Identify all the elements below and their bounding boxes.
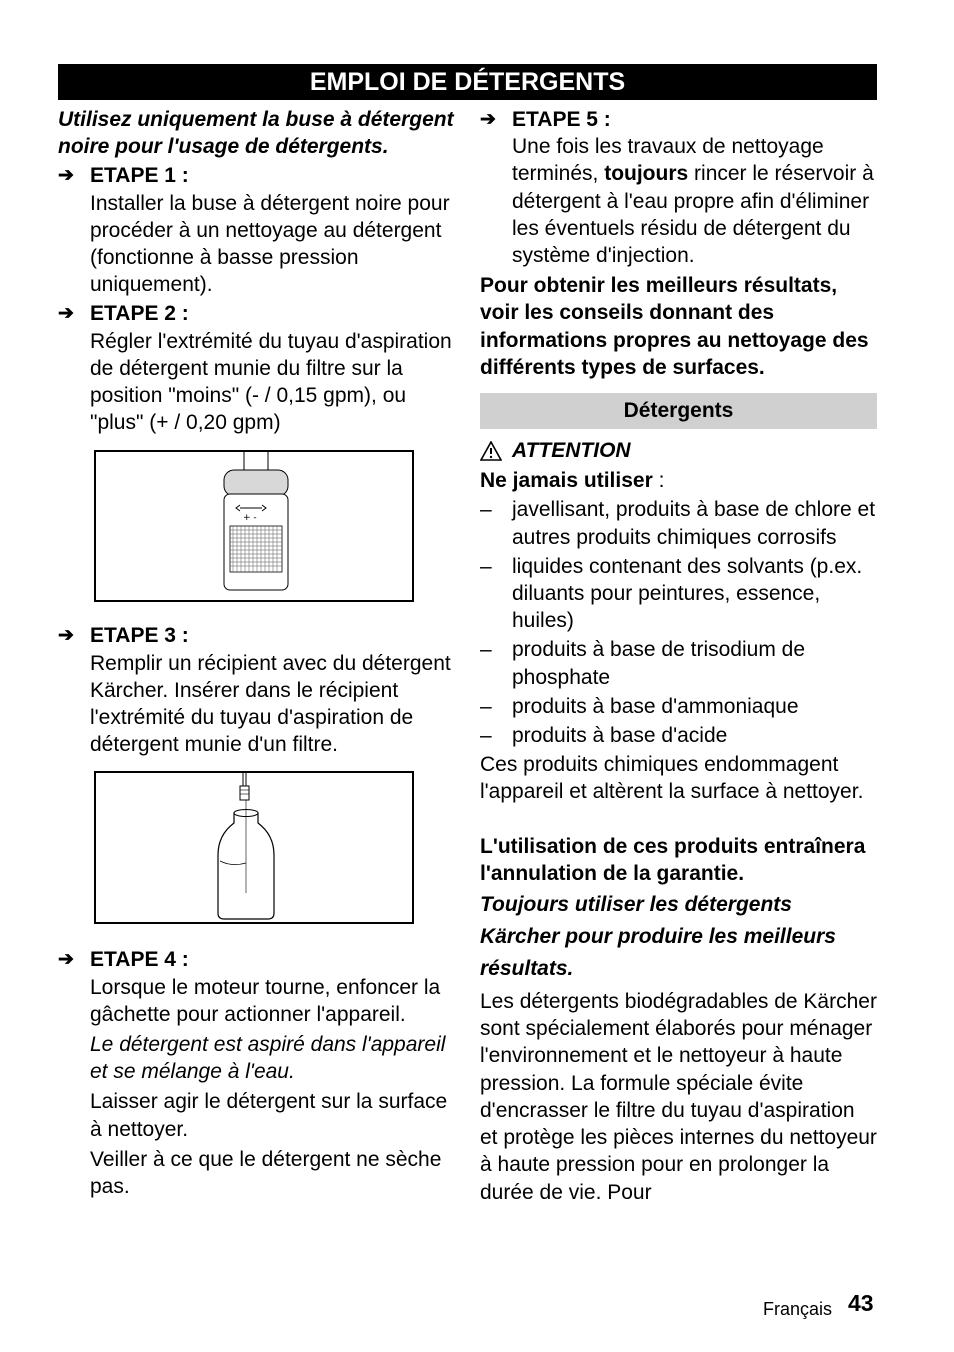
- step-2-heading: [58, 300, 458, 327]
- arrow-right-icon: ➔: [58, 625, 74, 647]
- step-1-text: Installer la buse à détergent noire pour procéder à un nettoyage au détergent (fonctionne à basse pression uniquement).: [90, 191, 450, 297]
- dash-bullet: –: [480, 554, 492, 578]
- step-3-text: Remplir un récipient avec du détergent Kärcher. Insérer dans le récipient l'extrémité du tuyau d'aspiration de détergent munie d'un filtre.: [90, 651, 451, 757]
- step-4-text-4: Veiller à ce que le détergent ne sèche pas.: [90, 1147, 442, 1199]
- step-4-heading: [58, 946, 458, 973]
- arrow-right-icon: ➔: [58, 949, 74, 971]
- step-5-text-a: Une fois les travaux de nettoyage terminés,: [512, 135, 824, 186]
- filter-icon: [96, 452, 412, 600]
- intro-note: Utilisez uniquement la buse à détergent noire pour l'usage de détergents.: [58, 108, 454, 159]
- always-use-note: Toujours utiliser les détergents Kärcher pour produire les meilleurs résultats.: [480, 893, 836, 981]
- step-4-text-1: Lorsque le moteur tourne, enfoncer la gâchette pour actionner l'appareil.: [90, 975, 441, 1026]
- step-5-label: ETAPE 5 :: [512, 108, 611, 131]
- best-results-note: Pour obtenir les meilleurs résultats, voir les conseils donnant des informations propres au nettoyage des différents types de surfaces.: [480, 274, 869, 379]
- page-number: 43: [848, 1290, 874, 1316]
- step-4-label: ETAPE 4 :: [90, 948, 189, 972]
- never-use-bold: Ne jamais utiliser: [480, 469, 653, 493]
- biodegradable-text: Les détergents biodégradables de Kärcher sont spécialement élaborés pour ménager l'environnement et le nettoyeur à haute pression. La formule spéciale évite d'encrasser le filtre du tuyau d'aspiration et protège les pièces internes du nettoyeur à haute pression pour en prolonger la durée de vie. Pour: [480, 990, 877, 1204]
- left-column: [58, 106, 458, 1200]
- step-4-text-3: Laisser agir le détergent sur la surface à nettoyer.: [90, 1090, 448, 1141]
- right-column: [480, 106, 877, 1206]
- step-2-label: ETAPE 2 :: [90, 302, 189, 326]
- dash-bullet: –: [480, 694, 492, 718]
- never-use-line: [480, 467, 877, 494]
- step-2-text: Régler l'extrémité du tuyau d'aspiration de détergent munie du filtre sur la position "moins" (- / 0,15 gpm), ou "plus" (+ / 0,20 gpm): [90, 329, 452, 435]
- step-1-heading: [58, 162, 458, 189]
- dash-bullet: –: [480, 498, 492, 522]
- bottle-illustration: [94, 771, 414, 924]
- warranty-note: L'utilisation de ces produits entraînera l'annulation de la garantie.: [480, 834, 866, 885]
- step-3-heading: [58, 622, 458, 649]
- list-item-text: produits à base d'ammoniaque: [512, 694, 799, 718]
- forbidden-products-list: [480, 496, 877, 749]
- attention-label: ATTENTION: [512, 439, 631, 463]
- list-item: [480, 636, 877, 690]
- list-item: [480, 553, 877, 635]
- attention-heading: [480, 437, 877, 464]
- dash-bullet: –: [480, 638, 492, 662]
- damage-text: Ces produits chimiques endommagent l'appareil et altèrent la surface à nettoyer.: [480, 753, 864, 804]
- step-3-label: ETAPE 3 :: [90, 624, 189, 648]
- footer-language: Français: [763, 1299, 833, 1319]
- step-4-text-2: Le détergent est aspiré dans l'appareil et se mélange à l'eau.: [90, 1033, 446, 1084]
- list-item: [480, 693, 877, 720]
- bottle-icon: [96, 773, 412, 922]
- never-use-colon: :: [652, 469, 665, 493]
- list-item-text: liquides contenant des solvants (p.ex. diluants pour peintures, essence, huiles): [512, 554, 863, 633]
- step-5-heading: [480, 106, 877, 133]
- arrow-right-icon: ➔: [58, 303, 74, 325]
- list-item-text: produits à base de trisodium de phosphate: [512, 638, 806, 689]
- step-1-label: ETAPE 1 :: [90, 164, 189, 188]
- list-item-text: produits à base d'acide: [512, 724, 728, 748]
- step-5-text: [480, 133, 877, 269]
- filter-adjust-illustration: [94, 450, 414, 602]
- section-title-bar: EMPLOI DE DÉTERGENTS: [58, 64, 877, 100]
- list-item: [480, 722, 877, 749]
- warning-triangle-icon: [480, 441, 502, 461]
- step-5-text-b: rincer le réservoir à détergent à l'eau propre afin d'éliminer les éventuels résidu de détergent du système d'injection.: [512, 162, 874, 268]
- list-item: [480, 496, 877, 550]
- list-item-text: javellisant, produits à base de chlore et autres produits chimiques corrosifs: [512, 498, 876, 549]
- svg-text:+ -: + -: [243, 513, 257, 524]
- detergents-subheading: Détergents: [480, 393, 877, 429]
- arrow-right-icon: ➔: [58, 165, 74, 187]
- dash-bullet: –: [480, 724, 492, 748]
- step-5-text-bold: toujours: [604, 162, 689, 186]
- arrow-right-icon: ➔: [480, 109, 496, 130]
